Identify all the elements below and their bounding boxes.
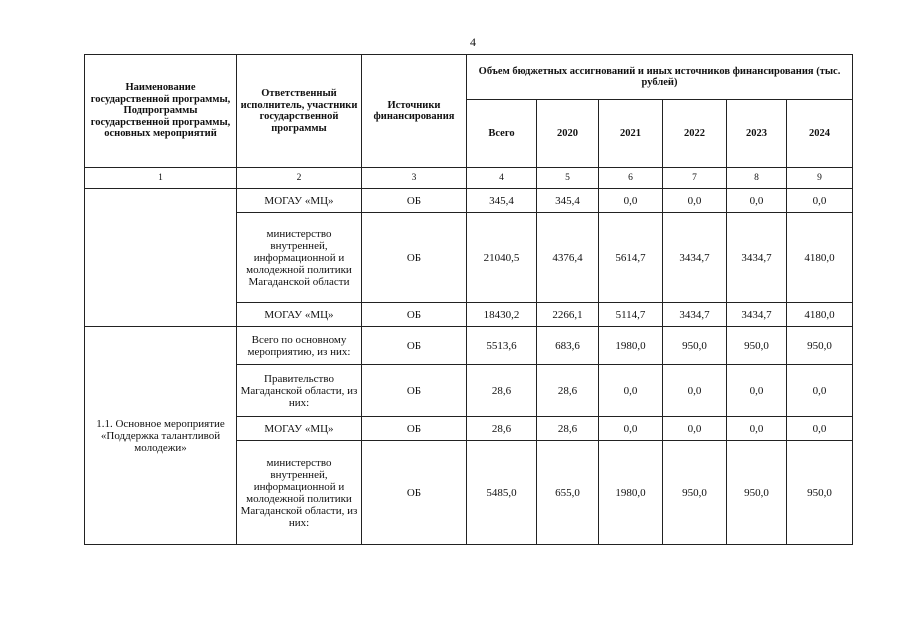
- executor-cell: МОГАУ «МЦ»: [237, 189, 362, 213]
- value-2022: 0,0: [663, 365, 727, 417]
- value-2022: 950,0: [663, 441, 727, 545]
- page-number: 4: [470, 35, 476, 49]
- value-2020: 2266,1: [537, 303, 599, 327]
- executor-cell: МОГАУ «МЦ»: [237, 303, 362, 327]
- value-2023: 3434,7: [727, 213, 787, 303]
- value-2024: 0,0: [787, 417, 853, 441]
- value-2021: 0,0: [599, 189, 663, 213]
- value-2021: 5614,7: [599, 213, 663, 303]
- value-2024: 950,0: [787, 441, 853, 545]
- header-year-2024: 2024: [787, 100, 853, 168]
- value-2021: 1980,0: [599, 441, 663, 545]
- value-2024: 4180,0: [787, 303, 853, 327]
- table-row: [85, 327, 853, 365]
- value-2020: 345,4: [537, 189, 599, 213]
- measure-title-cell: 1.1. Основное мероприятие «Поддержка талантливой молодежи»: [85, 327, 237, 545]
- header-funding-source: Источники финансирования: [362, 55, 467, 168]
- value-2023: 950,0: [727, 327, 787, 365]
- source-cell: ОБ: [362, 327, 467, 365]
- value-2023: 0,0: [727, 417, 787, 441]
- value-total: 21040,5: [467, 213, 537, 303]
- source-cell: ОБ: [362, 303, 467, 327]
- value-2024: 4180,0: [787, 213, 853, 303]
- source-cell: ОБ: [362, 365, 467, 417]
- column-number: 4: [467, 168, 537, 189]
- value-2021: 5114,7: [599, 303, 663, 327]
- value-2020: 28,6: [537, 365, 599, 417]
- value-2021: 1980,0: [599, 327, 663, 365]
- executor-cell: МОГАУ «МЦ»: [237, 417, 362, 441]
- value-2024: 0,0: [787, 189, 853, 213]
- value-2024: 0,0: [787, 365, 853, 417]
- value-total: 5485,0: [467, 441, 537, 545]
- value-2023: 950,0: [727, 441, 787, 545]
- value-2021: 0,0: [599, 417, 663, 441]
- value-2020: 28,6: [537, 417, 599, 441]
- column-number: 6: [599, 168, 663, 189]
- budget-table: [84, 54, 853, 545]
- source-cell: ОБ: [362, 213, 467, 303]
- value-total: 28,6: [467, 365, 537, 417]
- executor-cell: Всего по основному мероприятию, из них:: [237, 327, 362, 365]
- program-name-cell-empty: [85, 189, 237, 327]
- header-total: Всего: [467, 100, 537, 168]
- column-number-row: [85, 168, 853, 189]
- executor-cell: министерство внутренней, информационной и молодежной политики Магаданской области: [237, 213, 362, 303]
- value-2022: 3434,7: [663, 303, 727, 327]
- header-year-2021: 2021: [599, 100, 663, 168]
- value-2023: 3434,7: [727, 303, 787, 327]
- header-budget-volume: Объем бюджетных ассигнований и иных источников финансирования (тыс. рублей): [467, 55, 853, 100]
- source-cell: ОБ: [362, 189, 467, 213]
- value-total: 345,4: [467, 189, 537, 213]
- value-2022: 0,0: [663, 417, 727, 441]
- value-2022: 950,0: [663, 327, 727, 365]
- column-number: 8: [727, 168, 787, 189]
- value-2023: 0,0: [727, 365, 787, 417]
- source-cell: ОБ: [362, 441, 467, 545]
- header-executor: Ответственный исполнитель, участники государственной программы: [237, 55, 362, 168]
- value-2020: 4376,4: [537, 213, 599, 303]
- value-2022: 0,0: [663, 189, 727, 213]
- column-number: 3: [362, 168, 467, 189]
- value-2021: 0,0: [599, 365, 663, 417]
- column-number: 9: [787, 168, 853, 189]
- value-2020: 683,6: [537, 327, 599, 365]
- executor-cell: министерство внутренней, информационной и молодежной политики Магаданской области, из них:: [237, 441, 362, 545]
- value-total: 5513,6: [467, 327, 537, 365]
- source-cell: ОБ: [362, 417, 467, 441]
- table-row: [85, 189, 853, 213]
- value-total: 18430,2: [467, 303, 537, 327]
- header-year-2022: 2022: [663, 100, 727, 168]
- column-number: 1: [85, 168, 237, 189]
- header-year-2023: 2023: [727, 100, 787, 168]
- column-number: 2: [237, 168, 362, 189]
- value-total: 28,6: [467, 417, 537, 441]
- value-2020: 655,0: [537, 441, 599, 545]
- value-2022: 3434,7: [663, 213, 727, 303]
- header-program-name: Наименование государственной программы, Подпрограммы государственной программы, основных мероприятий: [85, 55, 237, 168]
- column-number: 5: [537, 168, 599, 189]
- value-2023: 0,0: [727, 189, 787, 213]
- executor-cell: Правительство Магаданской области, из них:: [237, 365, 362, 417]
- header-year-2020: 2020: [537, 100, 599, 168]
- value-2024: 950,0: [787, 327, 853, 365]
- column-number: 7: [663, 168, 727, 189]
